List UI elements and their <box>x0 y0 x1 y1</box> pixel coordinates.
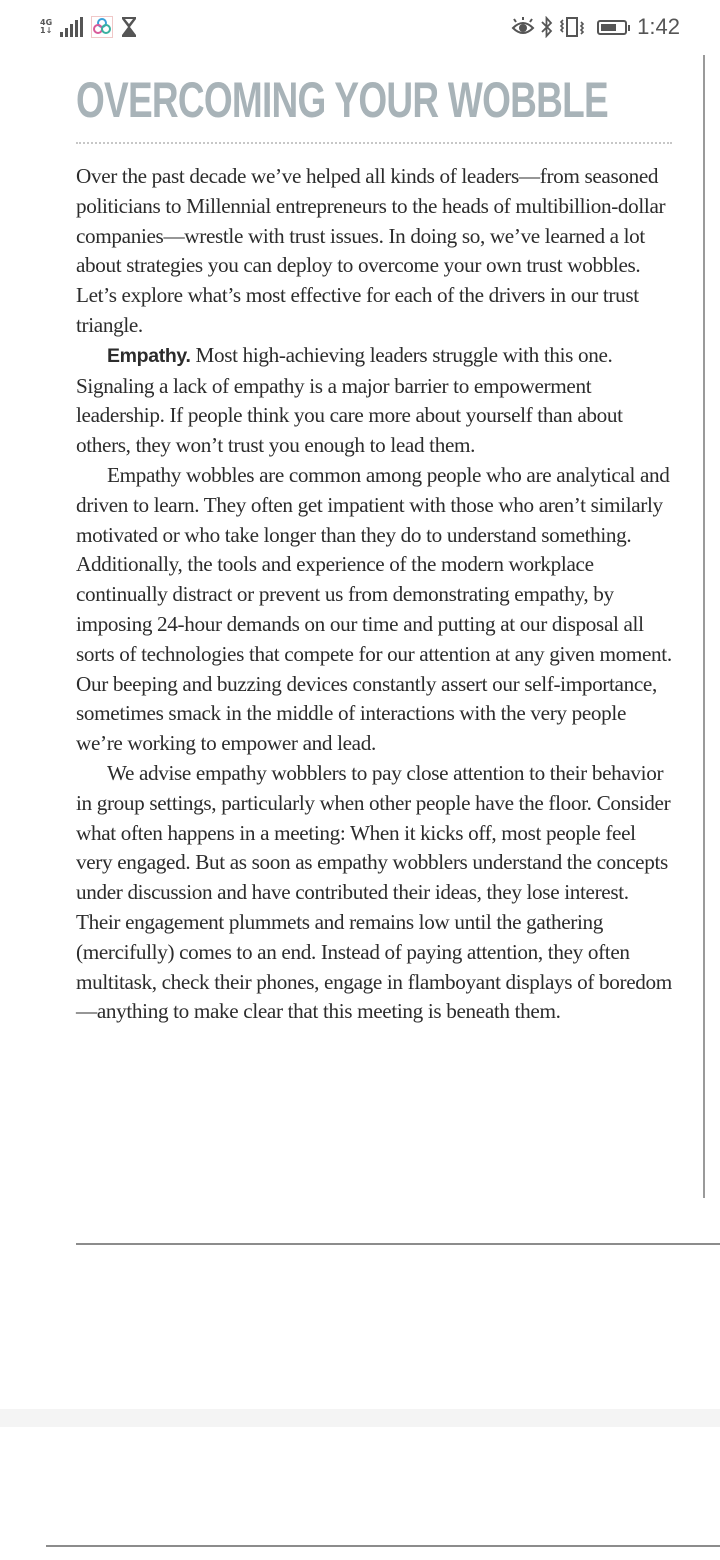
paragraph-empathy-wobbles <box>76 461 676 759</box>
network-activity-label: 1↓ <box>40 26 53 35</box>
status-right <box>511 12 680 42</box>
article-body <box>76 162 676 1027</box>
paragraph-empathy <box>76 341 676 461</box>
page-gap-band <box>0 1409 720 1427</box>
paragraph-text: Most high-achieving leaders struggle with this one. Signaling a lack of empathy is a major barrier to empowerment leadership. If people think you care more about yourself than about others, they won’t trust you enough to lead them. <box>76 342 623 458</box>
paragraph-advice <box>76 759 676 1027</box>
eye-icon <box>511 17 535 37</box>
paragraph-text: We advise empathy wobblers to pay close attention to their behavior in group settings, particularly when other people have the floor. Consider what often happens in a meeting: When it kicks off, most people feel very engaged. But as soon as empathy wobblers understand the concepts under discussion and have contributed their ideas, they lose interest. Their engagement plummets and remains low until the gathering (mercifully) comes to an end. Instead of paying attention, they often multitask, check their phones, engage in flamboyant displays of boredom—anything to make clear that this meeting is beneath them. <box>76 760 672 1024</box>
status-left <box>40 14 137 40</box>
scroll-indicator[interactable] <box>703 55 705 1198</box>
article-section-title: OVERCOMING YOUR WOBBLE <box>76 72 608 128</box>
network-type-indicator <box>40 19 52 35</box>
paragraph-lead-in: Empathy. <box>107 344 191 367</box>
paragraph-intro <box>76 162 676 341</box>
section-divider <box>76 1243 720 1245</box>
status-bar <box>0 0 720 52</box>
clock-time: 1:42 <box>637 14 680 39</box>
title-divider <box>76 142 672 144</box>
app-notification-icon <box>91 16 113 38</box>
vibrate-icon <box>559 16 585 38</box>
article <box>76 72 676 1027</box>
bluetooth-icon <box>541 16 553 38</box>
hourglass-icon <box>121 16 137 38</box>
page-divider <box>46 1545 720 1547</box>
battery-icon <box>597 20 627 35</box>
signal-icon <box>60 17 83 37</box>
network-type-label: 4G <box>40 18 53 27</box>
paragraph-text: Empathy wobbles are common among people who are analytical and driven to learn. They often get impatient with those who aren’t similarly motivated or who take longer than they do to understand something. Additionally, the tools and experience of the modern workplace continually distract or prevent us from demonstrating empathy, by imposing 24-hour demands on our time and putting at our disposal all sorts of technologies that compete for our attention at any given moment. Our beeping and buzzing devices constantly assert our self-importance, sometimes smack in the middle of interactions with the very people we’re working to empower and lead. <box>76 462 672 756</box>
paragraph-text: Over the past decade we’ve helped all kinds of leaders—from seasoned politicians to Millennial entrepreneurs to the heads of multibillion-dollar companies—wrestle with trust issues. In doing so, we’ve learned a lot about strategies you can deploy to overcome your own trust wobbles. Let’s explore what’s most effective for each of the drivers in our trust triangle. <box>76 164 666 337</box>
